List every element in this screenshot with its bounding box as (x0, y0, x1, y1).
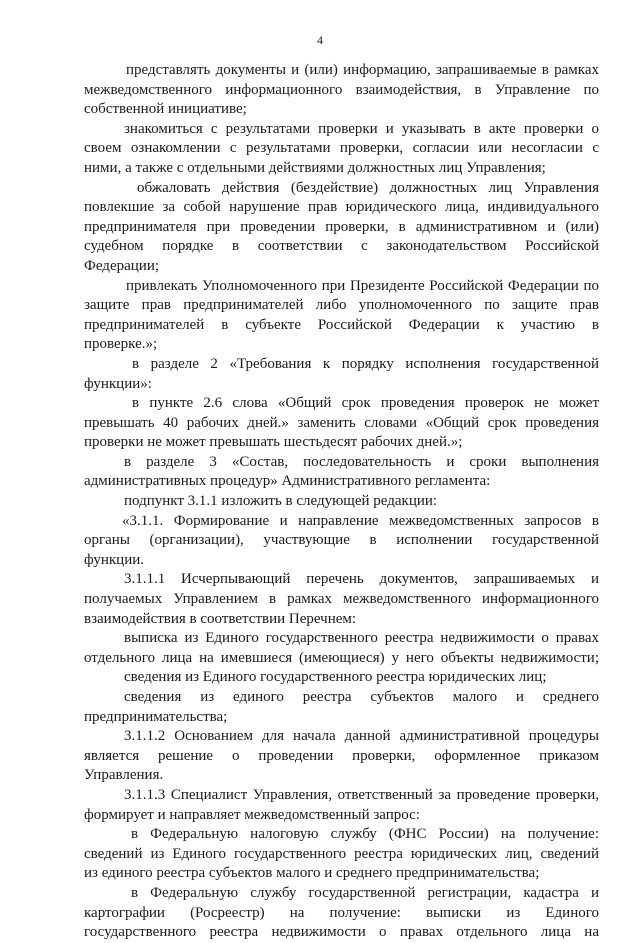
text-line: 3.1.1.2 Основанием для начала данной административной процедуры (124, 728, 599, 745)
text-line: получаемых Управлением в рамках межведомственного информационного (84, 591, 599, 608)
text-line: в Федеральную налоговую службу (ФНС России) на получение: (131, 826, 599, 843)
text-line: в разделе 2 «Требования к порядку исполнения государственной (132, 355, 599, 372)
paragraph (0, 453, 640, 492)
paragraph (0, 668, 640, 688)
text-line: своем ознакомлении с результатами проверки, согласии или несогласии с (84, 140, 599, 157)
paragraph (0, 355, 640, 394)
text-line: функции. (84, 551, 144, 568)
text-line: знакомиться с результатами проверки и указывать в акте проверки о (124, 120, 599, 137)
text-line: в Федеральную службу государственной регистрации, кадастра и (131, 884, 599, 901)
text-line: в пункте 2.6 слова «Общий срок проведения проверок не может (132, 395, 599, 412)
paragraph (0, 179, 640, 277)
paragraph (0, 727, 640, 786)
text-line: проверке.»; (84, 336, 158, 353)
paragraph (0, 825, 640, 884)
paragraph (0, 884, 640, 943)
text-line: формирует и направляет межведомственный запрос: (84, 806, 420, 823)
paragraph (0, 394, 640, 453)
text-line: взаимодействия в соответствии Перечнем: (84, 610, 357, 627)
text-line: судебном порядке в соответствии с законодательством Российской (84, 238, 599, 255)
paragraph (0, 688, 640, 727)
text-line: выписка из Единого государственного реестра недвижимости о правах (124, 630, 599, 647)
text-line: из единого реестра субъектов малого и среднего предпринимательства; (84, 865, 540, 882)
page-number: 4 (317, 33, 323, 47)
paragraph (0, 570, 640, 629)
paragraph (0, 512, 640, 571)
text-line: предпринимательства; (84, 708, 228, 725)
paragraph (0, 492, 640, 512)
text-line: функции»: (84, 375, 152, 392)
text-line: защите прав предпринимателей либо уполномоченного по защите прав (84, 297, 599, 314)
text-line: предпринимателей в субъекте Российской Федерации к участию в (84, 316, 599, 333)
text-line: сведения из единого реестра субъектов малого и среднего (124, 689, 599, 705)
document-body (0, 61, 640, 943)
text-line: административных процедур» Административного регламента: (84, 473, 491, 490)
text-line: проверки не может превышать шестьдесят рабочих дней.»; (84, 434, 463, 451)
text-line: в разделе 3 «Состав, последовательность и сроки выполнения (124, 453, 599, 470)
text-line: картографии (Росреестр) на получение: выписки из Единого (84, 904, 599, 921)
text-line: обжаловать действия (бездействие) должностных лиц Управления (137, 179, 599, 196)
text-line: предпринимателя при проведении проверки, в административном и (или) (84, 218, 599, 235)
text-line: представлять документы и (или) информацию, запрашиваемые в рамках (126, 62, 599, 78)
text-line: государственного реестра недвижимости о правах отдельного лица на (84, 924, 599, 941)
text-line: подпункт 3.1.1 изложить в следующей редакции: (124, 493, 438, 510)
text-line: «3.1.1. Формирование и направление межведомственных запросов в (122, 512, 599, 529)
text-line: 3.1.1.1 Исчерпывающий перечень документов, запрашиваемых и (124, 571, 599, 588)
text-line: Управления. (84, 767, 164, 784)
text-line: межведомственного информационного взаимодействия, в Управление по (84, 81, 599, 98)
paragraph (0, 277, 640, 355)
text-line: 3.1.1.3 Специалист Управления, ответственный за проведение проверки, (124, 786, 599, 803)
text-line: Федерации; (84, 257, 160, 274)
text-line: органы (организации), участвующие в исполнении государственной (84, 532, 599, 549)
paragraph (0, 786, 640, 825)
text-line: сведения из Единого государственного реестра юридических лиц; (124, 669, 547, 686)
text-line: отдельного лица на имевшиеся (имеющиеся) у него объекты недвижимости; (84, 649, 599, 666)
text-line: ними, а также с отдельными действиями должностных лиц Управления; (84, 159, 546, 176)
paragraph (0, 120, 640, 179)
text-line: привлекать Уполномоченного при Президенте Российской Федерации по (126, 277, 599, 294)
text-line: собственной инициативе; (84, 101, 247, 118)
paragraph (0, 629, 640, 668)
text-line: превышать 40 рабочих дней.» заменить словами «Общий срок проведения (84, 414, 599, 431)
paragraph (0, 61, 640, 120)
text-line: является решение о проведении проверки, оформленное приказом (84, 747, 599, 764)
text-line: сведений из Единого государственного реестра юридических лиц, сведений (84, 845, 599, 862)
text-line: повлекшие за собой нарушение прав юридического лица, индивидуального (84, 199, 599, 216)
